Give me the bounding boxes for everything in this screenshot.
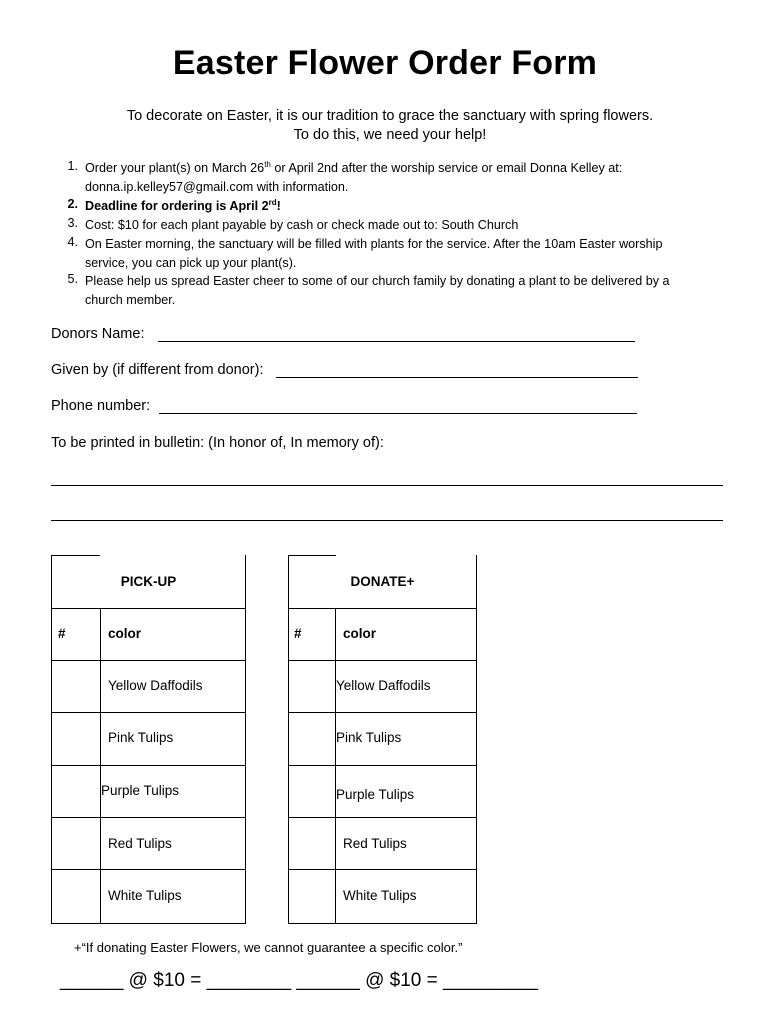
table-border [288, 923, 477, 924]
totals-line[interactable]: ______ @ $10 = ________ ______ @ $10 = _________ [60, 970, 539, 991]
pickup-row-yellow-daffodils: Yellow Daffodils [108, 678, 203, 693]
donate-qty-pink-tulips[interactable] [289, 713, 335, 765]
donate-qty-yellow-daffodils[interactable] [289, 661, 335, 712]
ordinal-suffix: rd [268, 197, 277, 207]
pickup-qty-purple-tulips[interactable] [52, 766, 100, 817]
bulletin-line-2[interactable] [51, 520, 723, 521]
instruction-number: 2. [67, 197, 78, 211]
instruction-number: 1. [67, 159, 78, 173]
pickup-qty-red-tulips[interactable] [52, 818, 100, 869]
instruction-number: 3. [67, 216, 78, 230]
intro-line-1: To decorate on Easter, it is our tradition to grace the sanctuary with spring flowers. [126, 108, 654, 124]
donate-col-color: color [343, 626, 377, 641]
instruction-text: service, you can pick up your plant(s). [85, 256, 297, 270]
donation-note: +“If donating Easter Flowers, we cannot guarantee a specific color.” [74, 940, 463, 955]
phone-field[interactable] [159, 413, 637, 414]
donate-row-red-tulips: Red Tulips [343, 836, 407, 851]
given-by-field[interactable] [276, 377, 638, 378]
table-border [51, 923, 246, 924]
table-border [335, 608, 336, 924]
intro-line-2: To do this, we need your help! [293, 127, 487, 143]
bulletin-line-1[interactable] [51, 485, 723, 486]
instruction-number: 4. [67, 235, 78, 249]
table-border [100, 608, 101, 924]
donate-row-white-tulips: White Tulips [343, 888, 417, 903]
pickup-table-title: PICK-UP [120, 574, 177, 589]
deadline-text: ! [276, 199, 281, 213]
pickup-row-red-tulips: Red Tulips [108, 836, 172, 851]
donate-row-pink-tulips: Pink Tulips [336, 730, 402, 745]
table-border [51, 608, 246, 609]
pickup-row-pink-tulips: Pink Tulips [108, 730, 174, 745]
bulletin-label: To be printed in bulletin: (In honor of, In memory of): [51, 435, 384, 451]
donate-qty-purple-tulips[interactable] [289, 766, 335, 817]
given-by-label: Given by (if different from donor): [51, 362, 264, 378]
instruction-text: Order your plant(s) on March 26 [85, 161, 265, 175]
pickup-row-white-tulips: White Tulips [108, 888, 182, 903]
deadline-text: Deadline for ordering is April 2 [85, 199, 269, 213]
pickup-qty-pink-tulips[interactable] [52, 713, 100, 765]
instruction-text: Please help us spread Easter cheer to some of our church family by donating a plant to be delivered by a [85, 274, 670, 288]
pickup-col-number: # [58, 626, 66, 641]
pickup-row-purple-tulips: Purple Tulips [101, 783, 180, 798]
donate-row-yellow-daffodils: Yellow Daffodils [336, 678, 431, 693]
email-text: donna.ip.kelley57@gmail.com with information. [85, 180, 349, 194]
pickup-col-color: color [108, 626, 142, 641]
pickup-qty-white-tulips[interactable] [52, 870, 100, 923]
pickup-qty-yellow-daffodils[interactable] [52, 661, 100, 712]
donate-row-purple-tulips: Purple Tulips [336, 787, 415, 802]
instruction-text: or April 2nd after the worship service or email Donna Kelley at: [270, 161, 623, 175]
phone-label: Phone number: [51, 398, 151, 414]
donate-col-number: # [294, 626, 302, 641]
table-border [288, 608, 477, 609]
page-title: Easter Flower Order Form [172, 44, 598, 82]
donor-name-label: Donors Name: [51, 326, 145, 342]
donate-table-title: DONATE+ [350, 574, 415, 589]
instruction-text: church member. [85, 293, 176, 307]
instruction-text: Cost: $10 for each plant payable by cash or check made out to: South Church [85, 218, 519, 232]
donate-qty-red-tulips[interactable] [289, 818, 335, 869]
table-border [51, 555, 100, 556]
instruction-text: On Easter morning, the sanctuary will be filled with plants for the service. After the 10am Easter worship [85, 237, 663, 251]
donor-name-field[interactable] [158, 341, 635, 342]
donate-qty-white-tulips[interactable] [289, 870, 335, 923]
ordinal-suffix: th [264, 159, 271, 169]
instruction-number: 5. [67, 272, 78, 286]
table-border [288, 555, 336, 556]
